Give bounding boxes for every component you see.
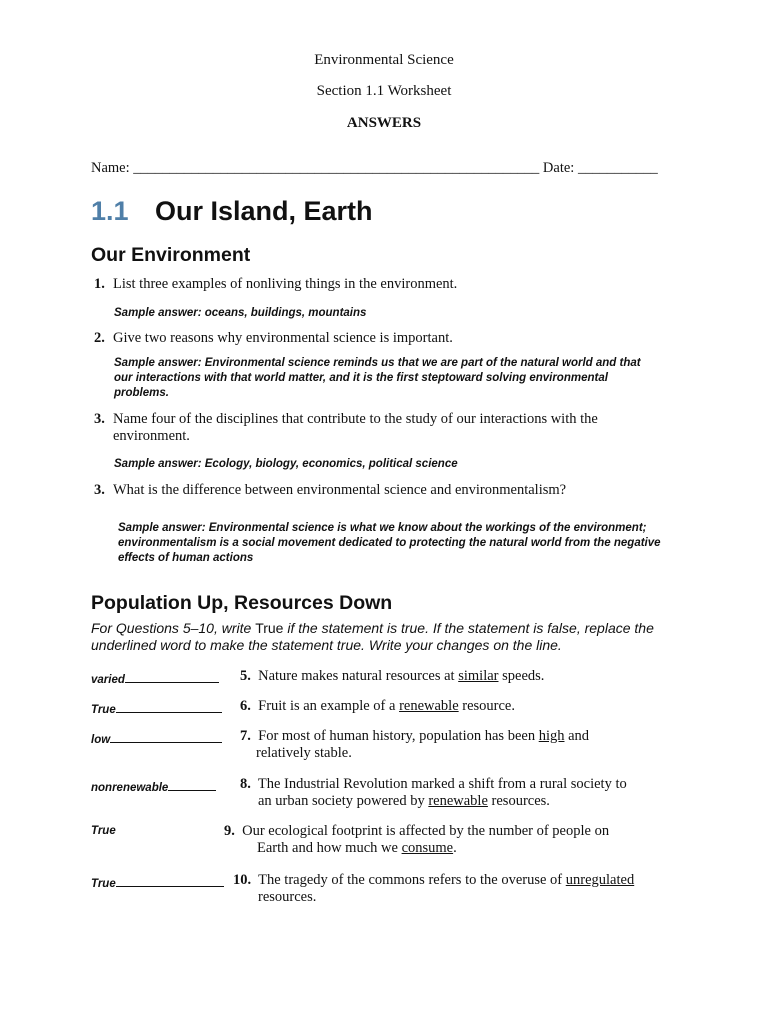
date-blank: ___________ [577, 160, 658, 176]
part1-heading: Our Environment [91, 244, 251, 266]
question-text: Name four of the disciplines that contribute to the study of our interactions with the environment. [113, 411, 598, 444]
statement-line-2: relatively stable. [256, 745, 352, 761]
section-heading [91, 196, 373, 227]
answer-text: True [91, 878, 116, 890]
instructions-true-word: True [255, 620, 284, 636]
name-date-line [91, 160, 681, 177]
statement [240, 776, 627, 810]
answer-1: Sample answer: oceans, buildings, mountains [114, 307, 367, 319]
question-number: 3. [94, 411, 105, 427]
answer-blank [91, 778, 216, 794]
statement [233, 872, 634, 906]
part2-heading: Population Up, Resources Down [91, 592, 393, 614]
statement [224, 823, 609, 857]
name-blank: ________________________________________________________ [133, 160, 540, 176]
statement-text: The Industrial Revolution marked a shift from a rural society to [257, 776, 627, 792]
statement-text: Nature makes natural resources at [258, 668, 459, 684]
item-number: 7. [240, 728, 251, 744]
statement-text-end: speeds. [498, 668, 545, 684]
statement-line-2: resources. [258, 889, 317, 905]
statement-line-2: Earth and how much we [257, 840, 402, 856]
answer-text: True [91, 704, 116, 716]
item-number: 10. [233, 872, 252, 888]
statement [240, 698, 515, 715]
section-number: 1.1 [91, 196, 129, 226]
instructions-text: For Questions 5–10, write [91, 620, 256, 636]
underlined-word: unregulated [565, 872, 635, 888]
underlined-word: renewable [399, 698, 459, 714]
statement-text: Fruit is an example of a [258, 698, 400, 714]
statement-text: Our ecological footprint is affected by the number of people on [242, 823, 610, 839]
underlined-word: consume [401, 840, 454, 856]
item-number: 6. [240, 698, 251, 714]
question-number: 2. [94, 330, 105, 346]
question-number: 1. [94, 276, 105, 292]
question-text: Give two reasons why environmental science is important. [113, 330, 453, 346]
answer-text: low [91, 734, 111, 746]
tf-item-8 [91, 776, 691, 816]
question-2 [94, 330, 674, 347]
answer-2: Sample answer: Environmental science reminds us that we are part of the natural world and that our interactions with that world matter, and it is the first steptoward solving environmental problems. [114, 357, 641, 399]
answers-label: ANSWERS [346, 115, 422, 131]
question-3 [94, 411, 674, 445]
course-title: Environmental Science [314, 52, 454, 68]
answer-blank [91, 874, 224, 890]
answer-blank [91, 700, 222, 716]
answer-3: Sample answer: Ecology, biology, economics, political science [114, 458, 458, 470]
statement-text-end: and [564, 728, 590, 744]
underlined-word: high [538, 728, 565, 744]
date-label: Date: [542, 160, 575, 176]
question-text: What is the difference between environmental science and environmentalism? [113, 482, 567, 498]
question-1 [94, 276, 674, 293]
tf-item-10 [91, 872, 691, 912]
statement-text-end: resources. [487, 793, 550, 809]
item-number: 8. [240, 776, 251, 792]
item-number: 5. [240, 668, 251, 684]
answer-text: True [91, 825, 116, 837]
worksheet-title: Section 1.1 Worksheet [316, 83, 452, 99]
section-title: Our Island, Earth [155, 196, 373, 226]
question-text: List three examples of nonliving things in the environment. [113, 276, 458, 292]
statement-line-2: an urban society powered by [258, 793, 429, 809]
statement [240, 668, 544, 685]
tf-item-7 [91, 728, 691, 768]
underlined-word: renewable [428, 793, 488, 809]
underlined-word: similar [458, 668, 499, 684]
answer-blank [91, 670, 219, 686]
answer-blank [91, 730, 222, 746]
question-number: 3. [94, 482, 105, 498]
statement-text: For most of human history, population has been [258, 728, 539, 744]
statement [240, 728, 589, 762]
instructions-text-rest: if the statement is true. If the statement is false, replace the underlined word to make the statement true. Write your changes on the line. [91, 620, 654, 653]
question-4 [94, 482, 674, 499]
statement-text-end: resource. [458, 698, 515, 714]
tf-item-9 [91, 823, 691, 863]
part2-instructions [91, 620, 691, 654]
statement-text-end: . [453, 840, 457, 856]
answer-text: nonrenewable [91, 782, 169, 794]
name-label: Name: [91, 160, 130, 176]
answer-text: varied [91, 674, 125, 686]
item-number: 9. [224, 823, 235, 839]
answer-blank [91, 825, 116, 837]
answer-4: Sample answer: Environmental science is what we know about the workings of the environment; environmentalism is a social movement dedicated to protecting the natural world from the negative effects of human actions [118, 522, 661, 564]
statement-text: The tragedy of the commons refers to the overuse of [258, 872, 566, 888]
